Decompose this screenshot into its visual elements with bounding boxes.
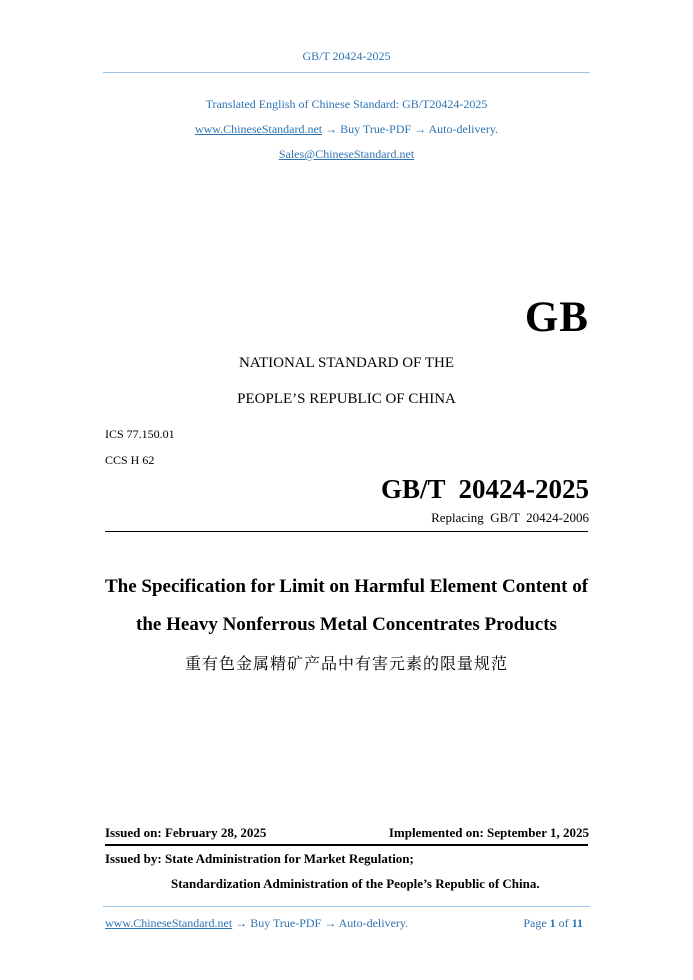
translated-line: Translated English of Chinese Standard: GB/T20424-2025 <box>205 97 488 111</box>
footer-delivery-text: Auto-delivery. <box>338 916 409 930</box>
page-indicator <box>523 916 583 931</box>
implemented-on: Implemented on: September 1, 2025 <box>388 825 589 840</box>
footer-divider <box>103 906 590 907</box>
intro-site-link[interactable]: www.ChineseStandard.net <box>194 122 323 136</box>
page-number: 1 <box>549 916 556 930</box>
arrow-right-icon: → <box>235 916 248 930</box>
issued-on: Issued on: February 28, 2025 <box>105 825 267 840</box>
page-total: 11 <box>571 916 583 930</box>
national-standard-line1: NATIONAL STANDARD OF THE <box>238 355 455 371</box>
standard-number: GB/T 20424-2025 <box>380 474 589 504</box>
email-line <box>0 147 693 162</box>
issue-divider <box>105 844 588 846</box>
header-divider <box>103 72 590 73</box>
standard-divider <box>105 531 588 532</box>
footer-buy-text: Buy True-PDF <box>250 916 322 930</box>
arrow-right-icon: → <box>324 916 337 930</box>
page-label: Page <box>523 916 547 930</box>
issued-by-line1: Issued by: State Administration for Market Regulation; <box>105 851 414 866</box>
arrow-right-icon: → <box>414 122 427 136</box>
title-line2: the Heavy Nonferrous Metal Concentrates Products <box>136 614 557 635</box>
ccs-code: CCS H 62 <box>105 453 155 467</box>
national-standard-line2: PEOPLE’S REPUBLIC OF CHINA <box>237 391 456 407</box>
gb-logo: GB <box>524 294 589 341</box>
intro-buy-text: Buy True-PDF <box>340 122 412 136</box>
intro-delivery-text: Auto-delivery. <box>428 122 499 136</box>
replacing-note: Replacing GB/T 20424-2006 <box>431 510 589 525</box>
of-label: of <box>558 916 569 930</box>
footer-links-line <box>105 916 408 931</box>
ics-code: ICS 77.150.01 <box>105 427 175 441</box>
footer-site-link[interactable]: www.ChineseStandard.net <box>105 916 233 930</box>
title-chinese: 重有色金属精矿产品中有害元素的限量规范 <box>184 654 508 673</box>
intro-links-line <box>0 122 693 137</box>
title-line1: The Specification for Limit on Harmful Element Content of <box>104 576 589 597</box>
header-code: GB/T 20424-2025 <box>302 49 391 63</box>
arrow-right-icon: → <box>325 122 338 136</box>
issued-by-line2: Standardization Administration of the People’s Republic of China. <box>171 876 540 891</box>
email-link[interactable]: Sales@ChineseStandard.net <box>278 147 415 161</box>
